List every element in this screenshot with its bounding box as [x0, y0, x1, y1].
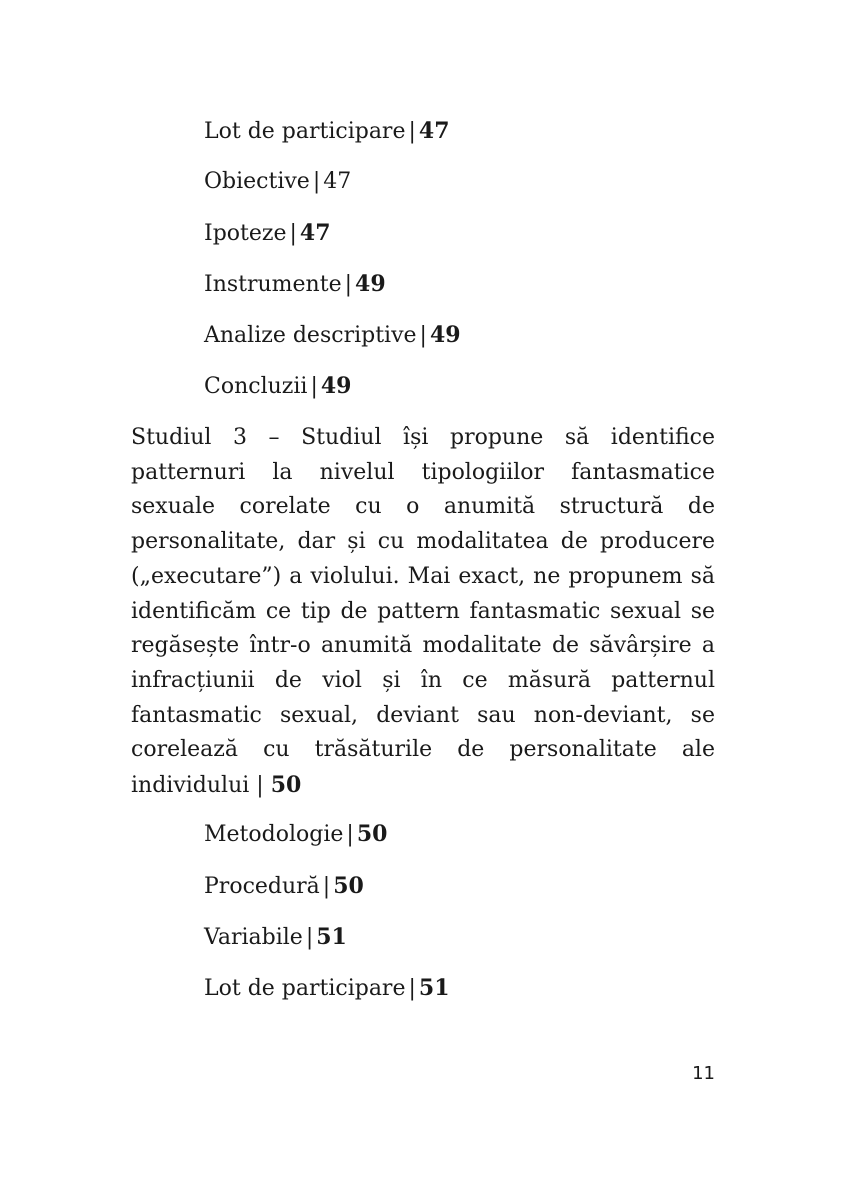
- toc-separator: |: [408, 976, 416, 1001]
- toc-entry: [204, 922, 347, 953]
- toc-separator: |: [344, 272, 353, 297]
- toc-entry-title: Variabile: [204, 925, 303, 950]
- toc-entry-title: Lot de participare: [204, 119, 406, 144]
- toc-entry-title: Concluzii: [204, 374, 308, 399]
- toc-page-number: 47: [323, 169, 352, 194]
- toc-page-number: 49: [429, 322, 461, 348]
- toc-entry-title: Procedură: [204, 874, 320, 899]
- toc-page-number: 47: [299, 220, 331, 246]
- toc-entry: [204, 871, 364, 902]
- toc-separator: |: [346, 822, 354, 847]
- toc-separator: |: [322, 874, 331, 899]
- toc-entry: [204, 320, 461, 351]
- study-3-text: Studiul 3 – Studiul își propune să identifice patternuri la nivelul tipologiilor fantasmatice sexuale corelate cu o anumită structură de personalitate, dar și cu modalitatea de producere („executare”) a violului. Mai exact, ne propunem să identificăm ce tip de pattern fantasmatic sexual se regăsește într-o anumită modalitate de săvârșire a infracțiunii de viol și în ce măsură patternul fantasmatic sexual, deviant sau non-deviant, se corelează cu trăsăturile de personalitate ale individului: [131, 425, 715, 799]
- toc-separator: |: [256, 773, 264, 799]
- toc-entry-title: Instrumente: [204, 272, 342, 297]
- toc-separator: |: [310, 374, 318, 399]
- toc-entry-title: Lot de participare: [204, 976, 406, 1001]
- toc-entry: [204, 973, 450, 1004]
- toc-separator: |: [419, 323, 427, 348]
- page-number: 11: [692, 1063, 715, 1084]
- study-3-paragraph: [131, 421, 715, 804]
- toc-entry: [204, 269, 386, 300]
- toc-entry-title: Obiective: [204, 169, 310, 194]
- toc-separator: |: [408, 119, 416, 144]
- toc-entry-title: Analize descriptive: [204, 323, 417, 348]
- toc-entry-title: Metodologie: [204, 822, 344, 847]
- toc-page-number: 49: [320, 373, 352, 399]
- toc-page-number: 49: [355, 271, 386, 297]
- toc-separator: |: [289, 221, 297, 246]
- toc-entry: [204, 116, 450, 147]
- toc-separator: |: [305, 925, 314, 950]
- toc-page-number: 51: [316, 924, 347, 950]
- toc-entry-title: Ipoteze: [204, 221, 287, 246]
- toc-page-number: 50: [356, 821, 388, 847]
- toc-entry: [204, 167, 351, 197]
- toc-page-number: 51: [418, 975, 450, 1001]
- toc-page-number: 50: [270, 772, 302, 799]
- toc-entry: [204, 371, 351, 402]
- toc-page-number: 50: [333, 873, 364, 899]
- toc-separator: |: [312, 169, 321, 194]
- toc-page-number: 47: [418, 118, 450, 144]
- toc-entry: [204, 218, 331, 249]
- toc-entry: [204, 819, 387, 850]
